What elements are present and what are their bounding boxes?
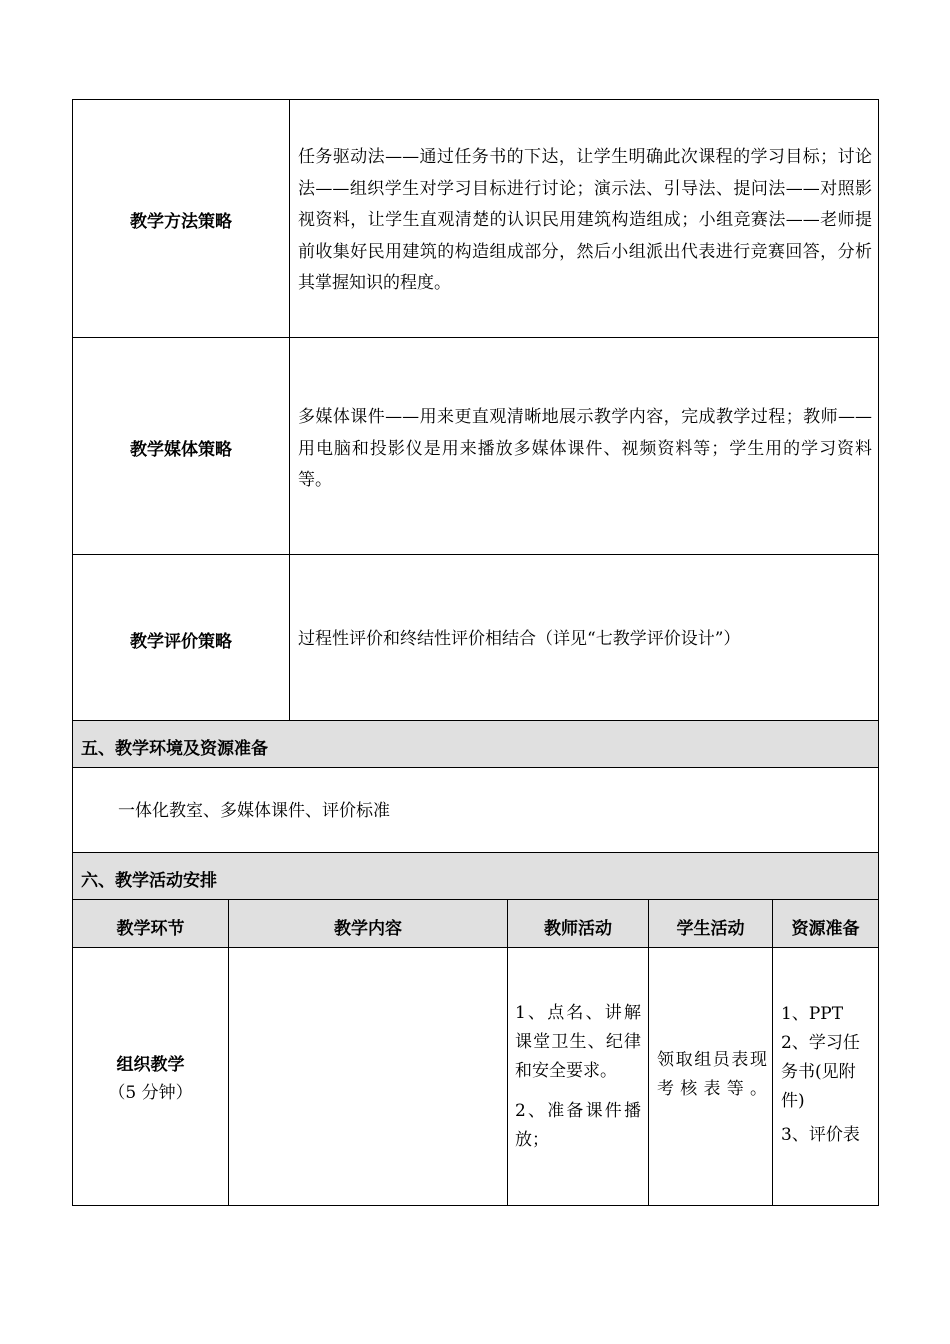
row-divider — [72, 554, 879, 555]
teaching-media-label: 教学媒体策略 — [130, 440, 232, 460]
row-divider — [72, 852, 879, 853]
section5-content: 一体化教室、多媒体课件、评价标准 — [118, 801, 390, 821]
header-teacher-activity: 教师活动 — [544, 919, 612, 939]
teacher-activity-line: 2、准备课件播放； — [515, 1101, 641, 1150]
phase-name: 组织教学 — [116, 1055, 185, 1075]
table-border-right — [878, 99, 879, 1206]
row-divider — [72, 947, 879, 948]
header-content: 教学内容 — [334, 919, 402, 939]
strategy-column-divider — [289, 99, 290, 721]
column-divider — [772, 899, 773, 1206]
table-border-left — [72, 99, 73, 1206]
student-activity: 领取组员表现考核表等。 — [657, 1050, 767, 1099]
teaching-evaluation-label: 教学评价策略 — [130, 632, 232, 652]
header-phase: 教学环节 — [116, 919, 185, 939]
phase-duration: （5 分钟） — [108, 1083, 193, 1103]
column-divider — [228, 899, 229, 1206]
header-resources: 资源准备 — [791, 919, 860, 939]
teaching-method-content: 任务驱动法——通过任务书的下达，让学生明确此次课程的学习目标；讨论法——组织学生对学习目标进行讨论；演示法、引导法、提问法——对照影视资料，让学生直观清楚的认识民用建筑构造组成；小组竞赛法——老师提前收集好民用建筑的构造组成部分，然后小组派出代表进行竞赛回答，分析其掌握知识的程度。 — [298, 147, 872, 293]
teaching-media-content: 多媒体课件——用来更直观清晰地展示教学内容，完成教学过程；教师——用电脑和投影仪是用来播放多媒体课件、视频资料等；学生用的学习资料等。 — [298, 407, 872, 490]
resource-line: 2、学习任务书(见附件) — [781, 1033, 860, 1111]
resource-line: 1、PPT — [781, 1004, 844, 1024]
section5-title: 五、教学环境及资源准备 — [81, 739, 268, 759]
row-divider — [72, 720, 879, 721]
table-border-bottom — [72, 1205, 879, 1206]
header-student-activity: 学生活动 — [676, 919, 745, 939]
row-divider — [72, 899, 879, 900]
row-divider — [72, 337, 879, 338]
teaching-method-label: 教学方法策略 — [130, 212, 232, 232]
table-border-top — [72, 99, 879, 100]
resource-line: 3、评价表 — [781, 1125, 860, 1145]
row-divider — [72, 767, 879, 768]
section6-title: 六、教学活动安排 — [81, 871, 217, 891]
column-divider — [648, 899, 649, 1206]
column-divider — [507, 899, 508, 1206]
teacher-activity-line: 1、点名、讲解课堂卫生、纪律和安全要求。 — [515, 1003, 641, 1081]
teaching-evaluation-content: 过程性评价和终结性评价相结合（详见“七教学评价设计”） — [298, 629, 741, 649]
